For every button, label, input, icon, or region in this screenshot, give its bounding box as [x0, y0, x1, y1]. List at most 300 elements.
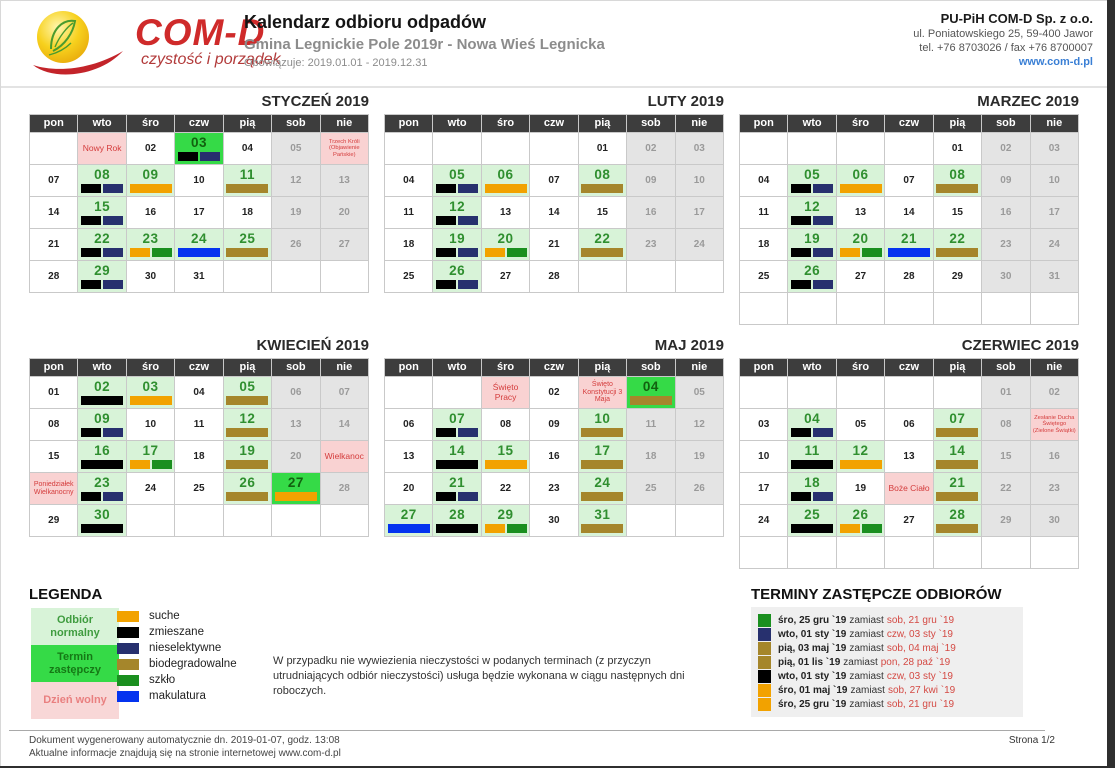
- day-number: 08: [1000, 418, 1012, 430]
- substitute-date: śro, 01 maj `19: [778, 684, 848, 696]
- waste-swatch-zmieszane: [117, 627, 139, 638]
- weekday-header: czw: [175, 359, 222, 376]
- holiday-label: Święto Pracy: [492, 382, 519, 402]
- waste-bar-szklo: [862, 248, 882, 257]
- collection-day-cell: [433, 197, 480, 228]
- waste-bars: [936, 460, 978, 469]
- weekend-cell: [1031, 133, 1078, 164]
- waste-bars: [888, 248, 930, 257]
- day-cell: [175, 409, 222, 440]
- day-number: 08: [94, 167, 111, 183]
- day-number: 04: [804, 411, 821, 427]
- empty-cell: [788, 377, 835, 408]
- logo-name: COM-D: [135, 12, 266, 53]
- collection-day-cell: [885, 229, 932, 260]
- day-number: 02: [145, 142, 157, 154]
- waste-bars: [226, 460, 268, 469]
- substitute-row: [758, 683, 1016, 697]
- holiday-cell: [321, 133, 368, 164]
- waste-bars: [81, 216, 123, 225]
- empty-cell: [321, 505, 368, 536]
- weekday-header: śro: [482, 359, 529, 376]
- waste-bars: [791, 280, 833, 289]
- waste-bar-biodegradowalne: [936, 492, 978, 501]
- waste-bars: [485, 184, 527, 193]
- collection-day-cell: [433, 505, 480, 536]
- page-header: [1, 1, 1107, 88]
- weekend-cell: [627, 229, 674, 260]
- waste-bar-suche: [485, 460, 527, 469]
- day-number: 28: [48, 270, 60, 282]
- empty-cell: [224, 505, 271, 536]
- holiday-label: Trzech Króli (Objawienie Pańskie): [328, 139, 360, 158]
- waste-bars: [791, 460, 833, 469]
- empty-cell: [885, 537, 932, 568]
- day-number: 28: [548, 270, 560, 282]
- day-cell: [385, 409, 432, 440]
- calendar-table: [384, 358, 724, 537]
- day-cell: [740, 261, 787, 292]
- collection-day-cell: [788, 229, 835, 260]
- substitute-date: wto, 01 sty `19: [778, 670, 847, 682]
- collection-day-cell: [224, 441, 271, 472]
- waste-bar-biodegradowalne: [226, 460, 268, 469]
- collection-day-cell: [78, 473, 125, 504]
- waste-bars: [81, 184, 123, 193]
- day-cell: [934, 133, 981, 164]
- waste-bars: [81, 280, 123, 289]
- waste-bars: [226, 428, 268, 437]
- waste-swatch-nieselektywne: [117, 643, 139, 654]
- window-edge-right: [1107, 0, 1115, 768]
- waste-bars: [436, 248, 478, 257]
- logo-tagline: czystość i porządek: [141, 51, 281, 69]
- collection-day-cell: [788, 505, 835, 536]
- weekend-cell: [982, 377, 1029, 408]
- day-cell: [530, 473, 577, 504]
- weekday-header: sob: [982, 115, 1029, 132]
- waste-bars: [178, 152, 220, 161]
- waste-bar-zmieszane: [81, 216, 101, 225]
- collection-day-cell: [482, 229, 529, 260]
- waste-bar-makulatura: [178, 248, 220, 257]
- day-number: 07: [449, 411, 466, 427]
- day-number: 05: [855, 418, 867, 430]
- collection-day-cell: [579, 409, 626, 440]
- day-number: 17: [193, 206, 205, 218]
- day-cell: [30, 197, 77, 228]
- waste-swatch-suche: [117, 611, 139, 622]
- day-number: 20: [852, 231, 869, 247]
- waste-label: szkło: [149, 674, 176, 686]
- page-number: Strona 1/2: [1008, 735, 1055, 746]
- waste-bar-nieselektywne: [813, 216, 833, 225]
- collection-day-cell: [78, 441, 125, 472]
- waste-bars: [791, 184, 833, 193]
- day-number: 18: [645, 450, 657, 462]
- empty-cell: [627, 505, 674, 536]
- collection-day-cell: [385, 505, 432, 536]
- day-number: 29: [497, 507, 514, 523]
- empty-cell: [934, 293, 981, 324]
- waste-bars: [436, 216, 478, 225]
- day-number: 30: [145, 270, 157, 282]
- waste-bar-nieselektywne: [458, 184, 478, 193]
- holiday-cell: [1031, 409, 1078, 440]
- weekday-header: czw: [885, 359, 932, 376]
- waste-bars: [581, 492, 623, 501]
- empty-cell: [837, 377, 884, 408]
- waste-bar-zmieszane: [791, 460, 833, 469]
- waste-bars: [936, 492, 978, 501]
- collection-day-cell: [579, 165, 626, 196]
- weekend-cell: [982, 261, 1029, 292]
- empty-cell: [740, 293, 787, 324]
- waste-bar-biodegradowalne: [936, 524, 978, 533]
- page-subtitle: Gmina Legnickie Pole 2019r - Nowa Wieś Legnicka: [244, 36, 605, 53]
- waste-bar-zmieszane: [791, 216, 811, 225]
- waste-bar-nieselektywne: [103, 184, 123, 193]
- day-cell: [30, 409, 77, 440]
- collection-day-cell: [127, 229, 174, 260]
- weekend-cell: [1031, 505, 1078, 536]
- waste-bar-zmieszane: [81, 524, 123, 533]
- day-number: 02: [645, 142, 657, 154]
- day-number: 11: [403, 206, 414, 218]
- holiday-cell: [579, 377, 626, 408]
- day-cell: [175, 441, 222, 472]
- waste-bars: [130, 396, 172, 405]
- waste-bar-nieselektywne: [458, 216, 478, 225]
- day-number: 13: [903, 450, 915, 462]
- title-block: [244, 12, 605, 69]
- day-number: 16: [1000, 206, 1012, 218]
- waste-bar-biodegradowalne: [936, 460, 978, 469]
- substitute-replaced-date: sob, 04 maj `19: [886, 642, 956, 654]
- waste-bar-suche: [130, 460, 150, 469]
- substitute-replaced-date: czw, 03 sty `19: [886, 670, 953, 682]
- day-number: 05: [449, 167, 466, 183]
- weekend-cell: [1031, 261, 1078, 292]
- weekend-cell: [272, 165, 319, 196]
- weekend-cell: [627, 133, 674, 164]
- day-number: 17: [1048, 206, 1060, 218]
- day-cell: [224, 197, 271, 228]
- day-number: 15: [94, 199, 111, 215]
- waste-bar-suche: [840, 524, 860, 533]
- waste-bar-makulatura: [888, 248, 930, 257]
- weekend-cell: [1031, 229, 1078, 260]
- substitute-row: [758, 613, 1016, 627]
- day-number: 13: [403, 450, 415, 462]
- waste-legend-row: [117, 624, 237, 640]
- day-number: 03: [1048, 142, 1060, 154]
- empty-cell: [934, 377, 981, 408]
- day-number: 19: [693, 450, 705, 462]
- substitute-day-cell: [175, 133, 222, 164]
- footer-generated: Dokument wygenerowany automatycznie dn. 2019-01-07, godz. 13:08: [29, 735, 340, 746]
- weekday-header: sob: [272, 115, 319, 132]
- collection-day-cell: [224, 229, 271, 260]
- day-cell: [934, 261, 981, 292]
- collection-day-cell: [433, 165, 480, 196]
- collection-day-cell: [127, 377, 174, 408]
- holiday-cell: [885, 473, 932, 504]
- validity-range: Obowiązuje: 2019.01.01 - 2019.12.31: [244, 57, 428, 69]
- waste-bars: [630, 396, 672, 405]
- empty-cell: [676, 261, 723, 292]
- holiday-label: Nowy Rok: [82, 142, 122, 153]
- weekday-header: pią: [579, 359, 626, 376]
- logo-mark-icon: [27, 7, 131, 79]
- month-title: MARZEC 2019: [977, 93, 1079, 110]
- waste-bar-zmieszane: [436, 184, 456, 193]
- substitute-replaced-date: czw, 03 sty `19: [886, 628, 953, 640]
- collection-day-cell: [224, 473, 271, 504]
- collection-day-cell: [934, 441, 981, 472]
- day-number: 12: [804, 199, 821, 215]
- waste-bars: [130, 184, 172, 193]
- weekend-cell: [627, 441, 674, 472]
- day-number: 18: [241, 206, 253, 218]
- collection-day-cell: [934, 473, 981, 504]
- weekend-cell: [982, 165, 1029, 196]
- waste-bar-nieselektywne: [813, 428, 833, 437]
- day-cell: [530, 377, 577, 408]
- weekend-cell: [1031, 197, 1078, 228]
- day-number: 27: [338, 238, 350, 250]
- collection-day-cell: [175, 229, 222, 260]
- weekday-header: czw: [530, 115, 577, 132]
- day-number: 25: [804, 507, 821, 523]
- substitute-row: [758, 697, 1016, 711]
- day-number: 26: [239, 475, 256, 491]
- page-title: Kalendarz odbioru odpadów: [244, 12, 486, 32]
- weekday-header: wto: [788, 115, 835, 132]
- waste-label: makulatura: [149, 690, 206, 702]
- day-number: 24: [594, 475, 611, 491]
- waste-bars: [130, 248, 172, 257]
- day-cell: [530, 505, 577, 536]
- day-number: 24: [145, 482, 157, 494]
- collection-day-cell: [433, 229, 480, 260]
- substitute-day-cell: [272, 473, 319, 504]
- day-number: 14: [48, 206, 60, 218]
- weekend-cell: [272, 441, 319, 472]
- substitute-zamiast: zamiast: [849, 670, 884, 682]
- day-number: 23: [548, 482, 560, 494]
- empty-cell: [837, 293, 884, 324]
- waste-bar-zmieszane: [791, 184, 811, 193]
- waste-bars: [81, 460, 123, 469]
- substitute-date: wto, 01 sty `19: [778, 628, 847, 640]
- weekday-header: pią: [934, 359, 981, 376]
- weekday-header: nie: [321, 359, 368, 376]
- waste-bar-suche: [840, 460, 882, 469]
- collection-day-cell: [78, 229, 125, 260]
- empty-cell: [433, 133, 480, 164]
- collection-day-cell: [579, 505, 626, 536]
- day-number: 04: [642, 379, 659, 395]
- empty-cell: [272, 505, 319, 536]
- day-cell: [837, 197, 884, 228]
- company-website-link[interactable]: www.com-d.pl: [1018, 56, 1093, 68]
- collection-day-cell: [579, 229, 626, 260]
- waste-bars: [840, 248, 882, 257]
- weekday-header: śro: [837, 115, 884, 132]
- weekday-header: sob: [627, 359, 674, 376]
- day-cell: [530, 229, 577, 260]
- waste-legend-row: [117, 656, 237, 672]
- waste-bars: [936, 428, 978, 437]
- waste-bars: [485, 460, 527, 469]
- day-number: 31: [594, 507, 611, 523]
- day-cell: [885, 261, 932, 292]
- weekend-cell: [982, 133, 1029, 164]
- waste-bars: [840, 184, 882, 193]
- waste-bars: [436, 184, 478, 193]
- day-number: 13: [855, 206, 867, 218]
- day-number: 06: [403, 418, 415, 430]
- calendar-table: [29, 358, 369, 537]
- waste-bar-biodegradowalne: [936, 428, 978, 437]
- substitute-date: śro, 25 gru `19: [778, 698, 847, 710]
- day-cell: [740, 165, 787, 196]
- waste-bars: [81, 428, 123, 437]
- waste-bars: [936, 248, 978, 257]
- substitute-row: [758, 641, 1016, 655]
- holiday-label: Wielkanoc: [324, 450, 364, 461]
- day-cell: [30, 165, 77, 196]
- day-number: 03: [142, 379, 159, 395]
- waste-bars: [791, 428, 833, 437]
- waste-bar-suche: [840, 248, 860, 257]
- substitute-zamiast: zamiast: [849, 614, 884, 626]
- substitute-zamiast: zamiast: [850, 684, 885, 696]
- day-number: 29: [951, 270, 963, 282]
- waste-bar-biodegradowalne: [226, 184, 268, 193]
- day-number: 22: [594, 231, 611, 247]
- day-number: 12: [239, 411, 256, 427]
- day-number: 18: [804, 475, 821, 491]
- day-number: 06: [852, 167, 869, 183]
- company-address: ul. Poniatowskiego 25, 59-400 Jawor: [913, 28, 1093, 40]
- day-number: 01: [951, 142, 963, 154]
- weekend-cell: [982, 197, 1029, 228]
- collection-day-cell: [934, 505, 981, 536]
- waste-bar-szklo: [507, 248, 527, 257]
- waste-bar-nieselektywne: [813, 280, 833, 289]
- day-number: 17: [142, 443, 159, 459]
- waste-bars: [791, 492, 833, 501]
- holiday-cell: [30, 473, 77, 504]
- waste-bar-suche: [485, 524, 505, 533]
- substitute-zamiast: zamiast: [849, 642, 884, 654]
- collection-day-cell: [788, 441, 835, 472]
- month-title: LUTY 2019: [647, 93, 724, 110]
- waste-bar-zmieszane: [436, 460, 478, 469]
- waste-bars: [581, 184, 623, 193]
- day-number: 03: [190, 135, 207, 151]
- day-number: 12: [290, 174, 302, 186]
- collection-day-cell: [788, 165, 835, 196]
- substitute-replaced-date: pon, 28 paź `19: [880, 656, 951, 668]
- day-number: 15: [48, 450, 60, 462]
- empty-cell: [433, 377, 480, 408]
- waste-bar-zmieszane: [791, 248, 811, 257]
- empty-cell: [627, 261, 674, 292]
- waste-bar-biodegradowalne: [226, 396, 268, 405]
- day-number: 28: [449, 507, 466, 523]
- day-number: 04: [758, 174, 770, 186]
- weekend-cell: [676, 165, 723, 196]
- holiday-label: Święto Konstytucji 3 Maja: [582, 381, 623, 404]
- waste-bars: [226, 184, 268, 193]
- collection-day-cell: [433, 473, 480, 504]
- day-number: 10: [145, 418, 157, 430]
- waste-bar-biodegradowalne: [226, 248, 268, 257]
- month-luty: [384, 93, 724, 293]
- substitute-date: pią, 03 maj `19: [778, 642, 847, 654]
- waste-bar-suche: [485, 248, 505, 257]
- weekend-cell: [627, 409, 674, 440]
- weekend-cell: [321, 409, 368, 440]
- waste-bar-zmieszane: [81, 460, 123, 469]
- weekday-header: wto: [788, 359, 835, 376]
- day-number: 29: [94, 263, 111, 279]
- waste-bars: [226, 248, 268, 257]
- collection-day-cell: [433, 441, 480, 472]
- month-styczen: [29, 93, 369, 293]
- month-title: KWIECIEŃ 2019: [256, 337, 369, 354]
- holiday-label: Boże Ciało: [888, 482, 930, 493]
- waste-bars: [81, 524, 123, 533]
- substitute-replaced-date: sob, 27 kwi `19: [887, 684, 956, 696]
- day-cell: [885, 505, 932, 536]
- day-cell: [224, 133, 271, 164]
- weekday-header: pon: [30, 359, 77, 376]
- day-number: 27: [903, 514, 915, 526]
- day-cell: [740, 441, 787, 472]
- empty-cell: [837, 537, 884, 568]
- day-number: 08: [48, 418, 60, 430]
- waste-bar-biodegradowalne: [581, 492, 623, 501]
- weekend-cell: [676, 377, 723, 408]
- substitute-swatch-nieselektywne: [758, 628, 771, 641]
- empty-cell: [530, 133, 577, 164]
- day-number: 14: [449, 443, 466, 459]
- waste-bar-szklo: [152, 460, 172, 469]
- waste-bar-zmieszane: [436, 492, 456, 501]
- day-number: 05: [804, 167, 821, 183]
- waste-bars: [436, 428, 478, 437]
- collection-day-cell: [837, 165, 884, 196]
- day-number: 26: [290, 238, 302, 250]
- substitutes-title: TERMINY ZASTĘPCZE ODBIORÓW: [751, 586, 1002, 603]
- waste-bar-biodegradowalne: [936, 248, 978, 257]
- day-number: 07: [903, 174, 915, 186]
- waste-bars: [388, 524, 430, 533]
- day-number: 23: [142, 231, 159, 247]
- day-number: 31: [1048, 270, 1060, 282]
- day-number: 18: [403, 238, 415, 250]
- day-number: 16: [548, 450, 560, 462]
- weekend-cell: [627, 165, 674, 196]
- weekend-cell: [982, 229, 1029, 260]
- waste-bars: [436, 280, 478, 289]
- weekday-header: pon: [385, 359, 432, 376]
- collection-day-cell: [579, 473, 626, 504]
